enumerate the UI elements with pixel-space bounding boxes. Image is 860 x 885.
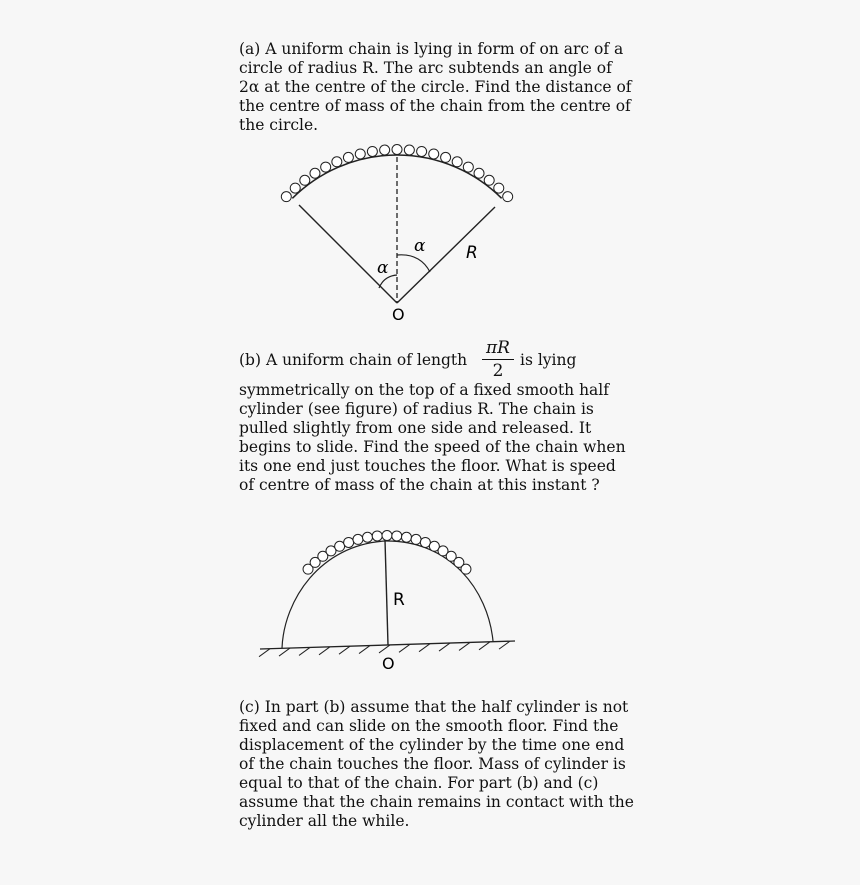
question-b-before-fraction: (b) A uniform chain of length [239,351,468,369]
chain-bead [372,531,382,541]
chain-bead [461,564,471,574]
radius-line-b [385,540,388,645]
hatch-mark [339,646,350,654]
chain-bead [344,537,354,547]
hatch-mark [419,644,430,652]
hatch-mark [359,646,370,654]
fraction-denominator: 2 [492,361,504,381]
chain-bead [392,531,402,541]
radius-label-b: R [393,590,405,610]
chain-bead [335,541,345,551]
chain-bead [363,532,373,542]
chain-beads-b [303,531,471,575]
center-label-b: O [382,654,395,673]
hatch-mark [299,647,310,655]
hatch-mark [439,643,450,651]
alpha-label-left: α [377,258,389,278]
hatch-mark [479,642,490,650]
alpha-label-right: α [414,236,426,256]
question-c-text: (c) In part (b) assume that the half cylinder is not fixed and can slide on the smooth floor. Find the displacement of the cylinder by the time one end of the chain touches the floor. Mass of cylinder is equal to that of the chain. For part (b) and (c) assume that the chain remains in contact with the cylinder all the while. [239,698,634,830]
question-b-after-fraction: is lying [520,351,577,369]
chain-bead [401,532,411,542]
hatch-mark [319,647,330,655]
hatch-mark [379,645,390,653]
chain-bead [420,537,430,547]
hatch-mark [499,641,510,649]
hatch-mark [399,644,410,652]
hatch-mark [459,642,470,650]
fraction-numerator: πR [486,338,510,358]
chain-bead [382,531,392,541]
hatch-mark [259,649,270,657]
question-a-text: (a) A uniform chain is lying in form of on arc of a circle of radius R. The arc subtends an angle of 2α at the centre of the circle. Find the distance of the centre of mass of the chain from the centre of the circle. [239,40,632,134]
chain-bead [353,534,363,544]
hatch-mark [279,648,290,656]
center-label: O [392,305,405,324]
radius-label: R [466,243,478,263]
question-b-text: symmetrically on the top of a fixed smooth half cylinder (see figure) of radius R. The chain is pulled slightly from one side and released. It begins to slide. Find the speed of the chain when its one end just touches the floor. What is speed of centre of mass of the chain at this instant ? [239,381,626,494]
chain-bead [411,534,421,544]
